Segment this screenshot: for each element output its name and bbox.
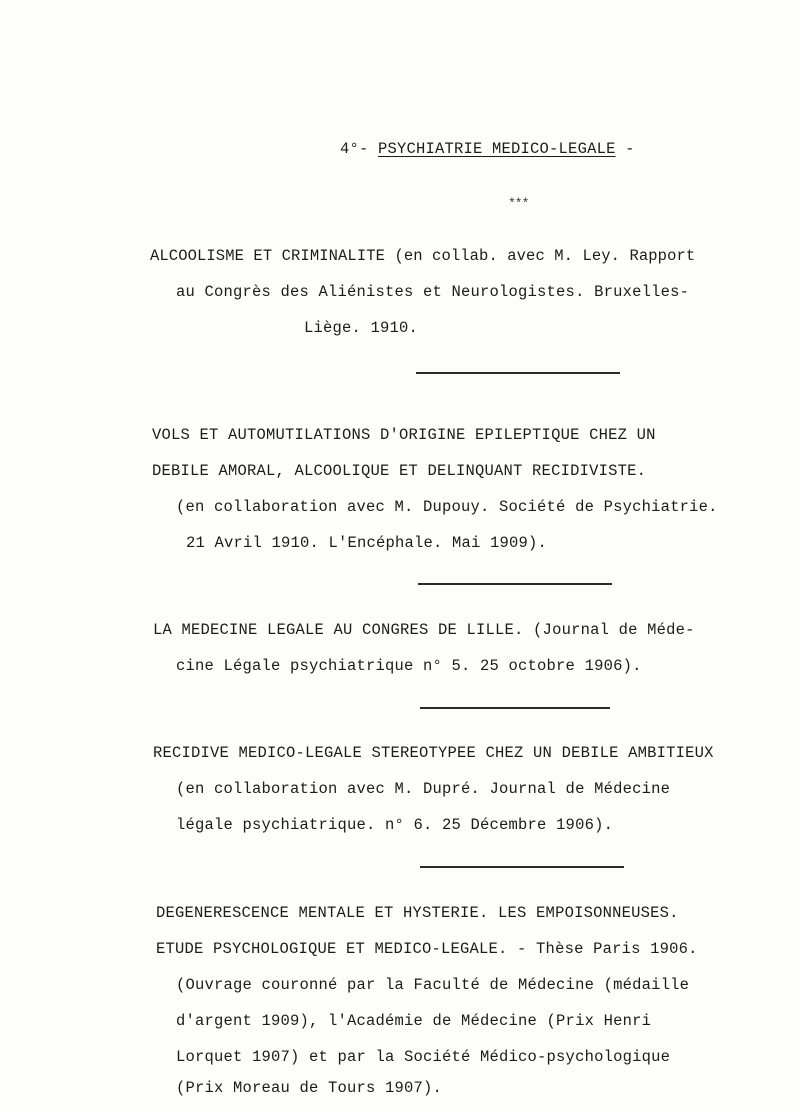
entry-3-line-2: cine Légale psychiatrique n° 5. 25 octobre 1906). xyxy=(176,657,642,675)
section-title: PSYCHIATRIE MEDICO-LEGALE xyxy=(378,140,616,158)
entry-5-line-3: (Ouvrage couronné par la Faculté de Médecine (médaille xyxy=(176,976,690,994)
separator-rule xyxy=(418,583,612,585)
entry-2-line-1: VOLS ET AUTOMUTILATIONS D'ORIGINE EPILEPTIQUE CHEZ UN xyxy=(152,426,656,444)
entry-1-line-2: au Congrès des Aliénistes et Neurologistes. Bruxelles- xyxy=(176,283,690,301)
section-number: 4°- xyxy=(340,140,369,158)
section-dash: - xyxy=(625,140,635,158)
entry-1-line-1: ALCOOLISME ET CRIMINALITE (en collab. avec M. Ley. Rapport xyxy=(150,247,696,265)
entry-5-line-2: ETUDE PSYCHOLOGIQUE ET MEDICO-LEGALE. - Thèse Paris 1906. xyxy=(156,940,698,958)
entry-2-line-2: DEBILE AMORAL, ALCOOLIQUE ET DELINQUANT RECIDIVISTE. xyxy=(152,462,647,480)
entry-5-line-1: DEGENERESCENCE MENTALE ET HYSTERIE. LES EMPOISONNEUSES. xyxy=(156,904,679,922)
ornament-asterisks: *** xyxy=(508,196,529,211)
entry-4-line-2: (en collaboration avec M. Dupré. Journal de Médecine xyxy=(176,780,671,798)
entry-4-line-1: RECIDIVE MEDICO-LEGALE STEREOTYPEE CHEZ UN DEBILE AMBITIEUX xyxy=(153,744,714,762)
entry-1-line-3: Liège. 1910. xyxy=(304,319,419,337)
entry-5-line-4: d'argent 1909), l'Académie de Médecine (Prix Henri xyxy=(176,1012,652,1030)
entry-5-line-6: (Prix Moreau de Tours 1907). xyxy=(176,1079,443,1097)
entry-2-line-4: 21 Avril 1910. L'Encéphale. Mai 1909). xyxy=(186,534,548,552)
entry-5-line-5: Lorquet 1907) et par la Société Médico-psychologique xyxy=(176,1048,671,1066)
entry-2-line-3: (en collaboration avec M. Dupouy. Société de Psychiatrie. xyxy=(176,498,718,516)
separator-rule xyxy=(416,372,620,374)
separator-rule xyxy=(420,866,624,868)
separator-rule xyxy=(420,707,610,709)
section-heading xyxy=(340,140,635,158)
entry-4-line-3: légale psychiatrique. n° 6. 25 Décembre 1906). xyxy=(176,816,614,834)
entry-3-line-1: LA MEDECINE LEGALE AU CONGRES DE LILLE. (Journal de Méde- xyxy=(153,621,695,639)
